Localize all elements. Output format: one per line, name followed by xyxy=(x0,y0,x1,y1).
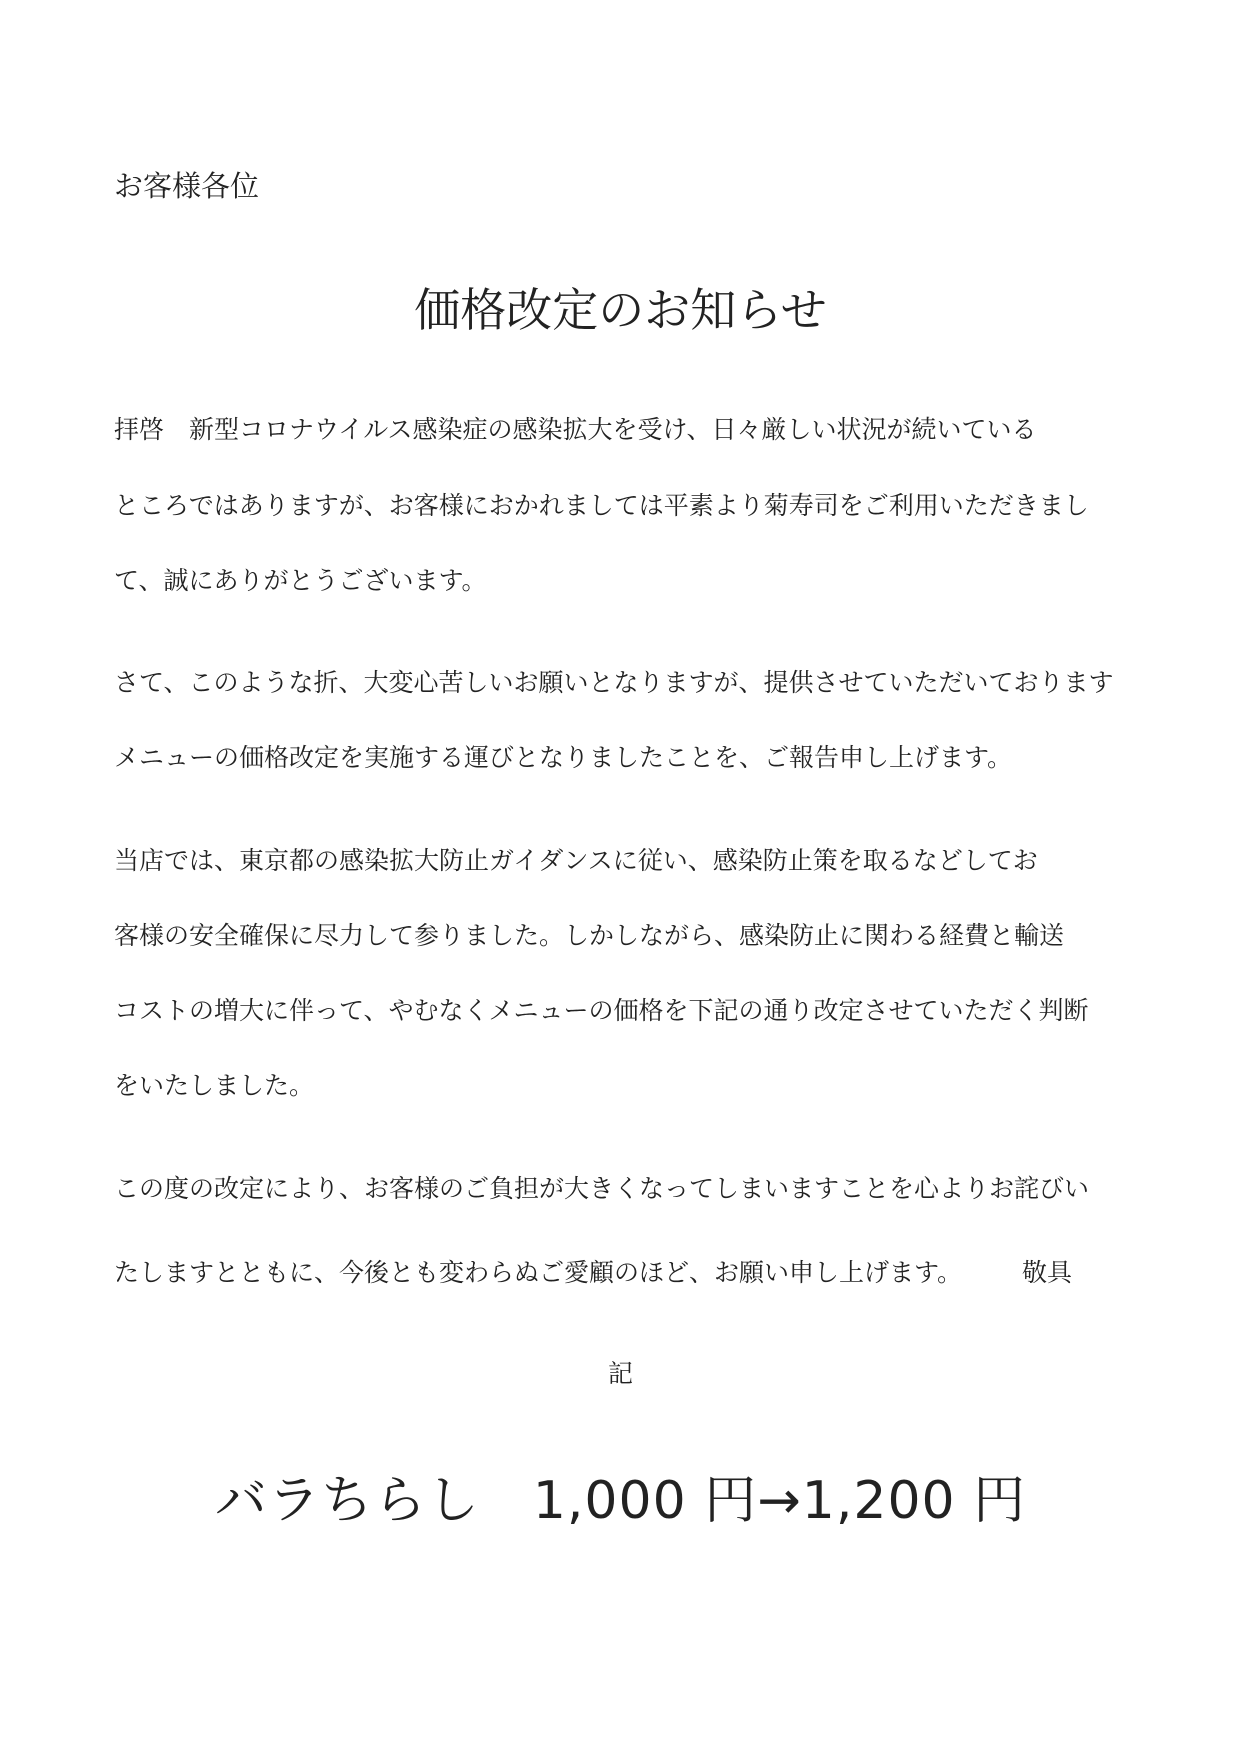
body-line: をいたしました。 xyxy=(114,1071,315,1100)
body-line: 当店では、東京都の感染拡大防止ガイダンスに従い、感染防止策を取るなどしてお xyxy=(114,846,1038,875)
body-line: この度の改定により、お客様のご負担が大きくなってしまいますことを心よりお詫びい xyxy=(114,1174,1090,1203)
body-line: て、誠にありがとうございます。 xyxy=(114,566,487,595)
body-line: メニューの価格改定を実施する運びとなりましたことを、ご報告申し上げます。 xyxy=(114,743,1013,772)
closing-signoff: 敬具 xyxy=(1022,1258,1073,1287)
ki-heading: 記 xyxy=(607,1359,633,1388)
body-line: コストの増大に伴って、やむなくメニューの価格を下記の通り改定させていただく判断 xyxy=(114,996,1089,1025)
addressee: お客様各位 xyxy=(114,169,260,203)
body-line: 拝啓 新型コロナウイルス感染症の感染拡大を受け、日々厳しい状況が続いている xyxy=(114,415,1037,444)
body-line: 客様の安全確保に尽力して参りました。しかしながら、感染防止に関わる経費と輸送 xyxy=(114,921,1065,950)
body-line: ところではありますが、お客様におかれましては平素より菊寿司をご利用いただきまし xyxy=(114,491,1089,520)
body-line: たしますとともに、今後とも変わらぬご愛顧のほど、お願い申し上げます。 xyxy=(114,1258,963,1287)
price-change: バラちらし 1,000 円→1,200 円 xyxy=(214,1471,1027,1531)
body-line: さて、このような折、大変心苦しいお願いとなりますが、提供させていただいております xyxy=(114,668,1114,697)
page-title: 価格改定のお知らせ xyxy=(414,283,827,337)
